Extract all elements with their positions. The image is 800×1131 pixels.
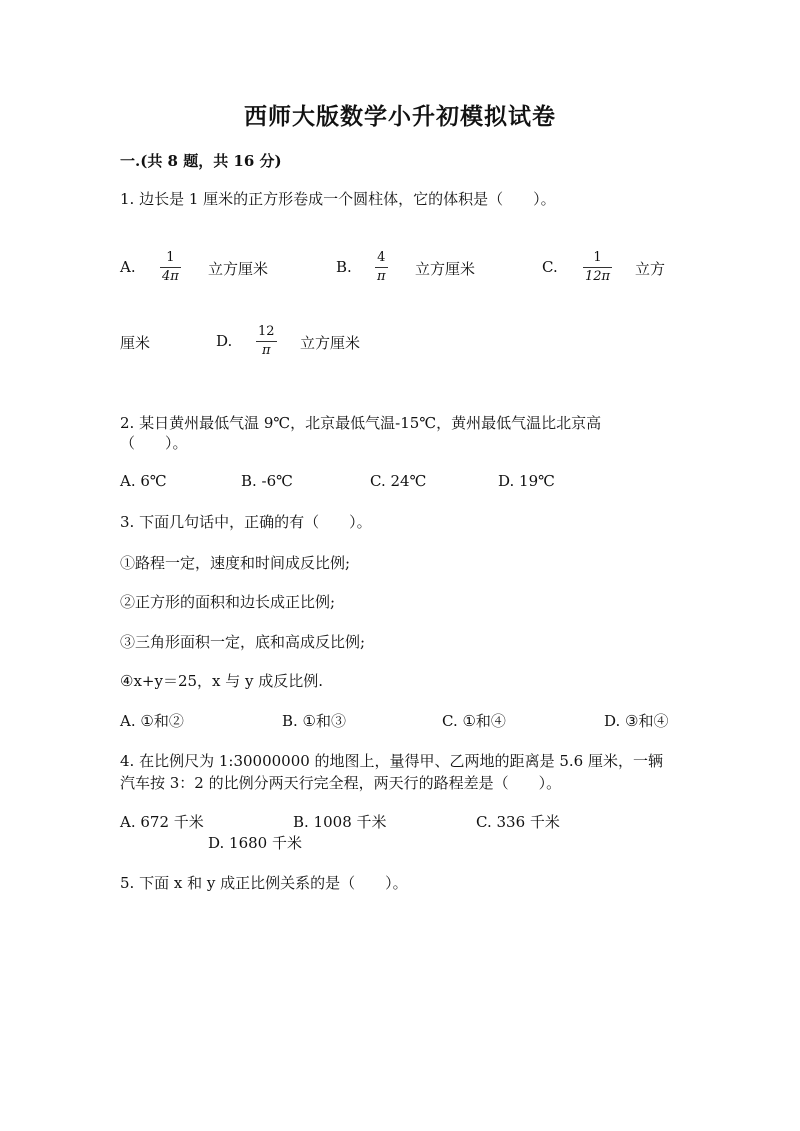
q1-option-b-unit: 立方厘米 xyxy=(415,260,476,278)
fraction-bar xyxy=(583,267,612,268)
q4-option-b: B. 1008 千米 xyxy=(293,813,387,831)
q2-option-d: D. 19℃ xyxy=(498,472,555,490)
q3-statement-2: ②正方形的面积和边长成正比例; xyxy=(120,593,336,611)
q1-option-a-fraction xyxy=(160,250,181,284)
fraction-bar xyxy=(375,267,388,268)
q3-option-b: B. ①和③ xyxy=(282,712,347,730)
fraction-bar xyxy=(160,267,181,268)
q1-option-d-fraction xyxy=(256,324,277,358)
fraction-numerator: 12 xyxy=(258,324,275,339)
q1-option-b-fraction xyxy=(375,250,388,284)
fraction-denominator: π xyxy=(377,269,386,284)
q1-option-c-unit-wrap: 厘米 xyxy=(120,334,151,352)
q3-statement-3: ③三角形面积一定，底和高成反比例; xyxy=(120,633,366,651)
q1-option-a-unit: 立方厘米 xyxy=(208,260,269,278)
question-4-stem-line1: 4. 在比例尺为 1:30000000 的地图上，量得甲、乙两地的距离是 5.6 厘米，一辆 xyxy=(120,752,663,770)
q3-statement-4: ④x+y＝25，x 与 y 成反比例. xyxy=(120,672,324,690)
question-1-stem: 1. 边长是 1 厘米的正方形卷成一个圆柱体，它的体积是（ ）。 xyxy=(120,190,556,208)
q3-option-d: D. ③和④ xyxy=(604,712,669,730)
fraction-bar xyxy=(256,341,277,342)
fraction-denominator: 12π xyxy=(585,269,611,284)
question-5-stem: 5. 下面 x 和 y 成正比例关系的是（ ）。 xyxy=(120,874,408,892)
q1-option-c-fraction xyxy=(583,250,612,284)
q3-option-a: A. ①和② xyxy=(120,712,184,730)
fraction-numerator: 4 xyxy=(377,250,386,265)
fraction-denominator: 4π xyxy=(162,269,179,284)
q2-option-a: A. 6℃ xyxy=(120,472,167,490)
question-2-stem-line1: 2. 某日黄州最低气温 9℃，北京最低气温-15℃，黄州最低气温比北京高 xyxy=(120,414,602,432)
question-3-stem: 3. 下面几句话中，正确的有（ ）。 xyxy=(120,513,372,531)
q1-option-c-unit: 立方 xyxy=(635,260,666,278)
q3-statement-1: ①路程一定，速度和时间成反比例; xyxy=(120,554,351,572)
q1-option-c-label: C. xyxy=(542,258,558,276)
q1-option-b-label: B. xyxy=(336,258,352,276)
q4-option-a: A. 672 千米 xyxy=(120,813,204,831)
fraction-denominator: π xyxy=(262,343,271,358)
fraction-numerator: 1 xyxy=(593,250,602,265)
section-heading: 一.(共 8 题，共 16 分) xyxy=(120,152,282,170)
q4-option-d: D. 1680 千米 xyxy=(208,834,302,852)
question-4-stem-line2: 汽车按 3：2 的比例分两天行完全程，两天行的路程差是（ ）。 xyxy=(120,774,562,792)
q1-option-d-unit: 立方厘米 xyxy=(300,334,361,352)
q1-option-d-label: D. xyxy=(216,332,233,350)
q2-option-c: C. 24℃ xyxy=(370,472,427,490)
q3-option-c: C. ①和④ xyxy=(442,712,506,730)
fraction-numerator: 1 xyxy=(166,250,175,265)
q4-option-c: C. 336 千米 xyxy=(476,813,560,831)
page-title: 西师大版数学小升初模拟试卷 xyxy=(244,103,556,130)
q1-option-a-label: A. xyxy=(120,258,136,276)
q2-option-b: B. -6℃ xyxy=(241,472,293,490)
question-2-stem-line2: （ ）。 xyxy=(120,434,188,452)
